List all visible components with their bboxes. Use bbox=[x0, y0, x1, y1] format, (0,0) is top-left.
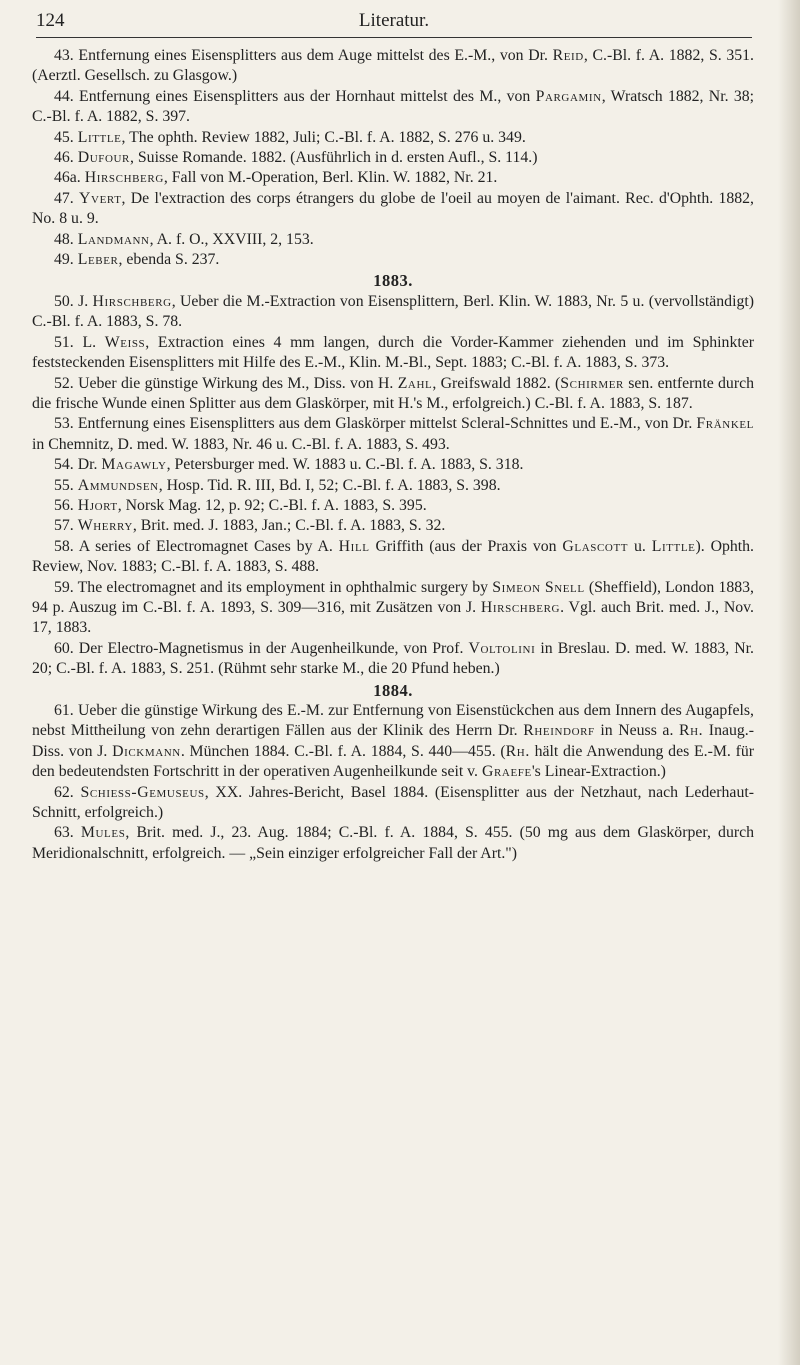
entry-number: 54. bbox=[54, 456, 74, 474]
entry-number: 46. bbox=[54, 149, 74, 167]
bibliography-entry bbox=[32, 783, 754, 824]
entry-number: 48. bbox=[54, 230, 74, 248]
bibliography-entry bbox=[32, 46, 754, 87]
entry-text: Schiess-Gemuseus, XX. Jahres-Bericht, Basel 1884. (Eisensplitter aus der Netzhaut, nach Lederhaut-Schnitt, erfolgreich.) bbox=[32, 783, 754, 822]
entry-text: Yvert, De l'extraction des corps étrangers du globe de l'oeil au moyen de l'aimant. Rec. d'Ophth. 1882, No. 8 u. 9. bbox=[32, 189, 754, 228]
entry-number: 57. bbox=[54, 517, 74, 535]
bibliography-entry bbox=[32, 128, 754, 148]
entry-text: Der Electro-Magnetismus in der Augenheilkunde, von Prof. Voltolini in Breslau. D. med. W. 1883, Nr. 20; C.-Bl. f. A. 1883, S. 251. (Rühmt sehr starke M., die 20 Pfund heben.) bbox=[32, 639, 754, 678]
header-rule bbox=[36, 37, 752, 38]
entry-text: Entfernung eines Eisensplitters aus der Hornhaut mittelst des M., von Pargamin, Wratsch 1882, Nr. 38; C.-Bl. f. A. 1882, S. 397. bbox=[32, 87, 755, 126]
entry-number: 43. bbox=[54, 47, 74, 64]
entry-text: Leber, ebenda S. 237. bbox=[77, 251, 220, 269]
entry-number: 44. bbox=[54, 87, 74, 105]
page-header bbox=[36, 10, 752, 38]
bibliography-entry bbox=[32, 823, 754, 864]
entry-number: 51. bbox=[54, 333, 74, 351]
bibliography-entry bbox=[32, 701, 754, 783]
entry-number: 49. bbox=[54, 251, 74, 269]
entry-text: Hjort, Norsk Mag. 12, p. 92; C.-Bl. f. A. 1883, S. 395. bbox=[77, 496, 427, 514]
entry-number: 45. bbox=[54, 128, 74, 146]
entry-number: 56. bbox=[54, 496, 74, 514]
bibliography-entry bbox=[32, 537, 754, 578]
bibliography-entry bbox=[32, 455, 754, 475]
entry-number: 61. bbox=[54, 702, 74, 719]
bibliography-list bbox=[32, 46, 754, 864]
entry-text: A series of Electromagnet Cases by A. Hill Griffith (aus der Praxis von Glascott u. Little). Ophth. Review, Nov. 1883; C.-Bl. f. A. 1883, S. 488. bbox=[32, 537, 755, 576]
entry-text: Entfernung eines Eisensplitters aus dem Glaskörper mittelst Scleral-Schnittes und E.-M., von Dr. Fränkel in Chemnitz, D. med. W. 1883, Nr. 46 u. C.-Bl. f. A. 1883, S. 493. bbox=[32, 415, 754, 453]
entry-text: L. Weiss, Extraction eines 4 mm langen, durch die Vorder-Kammer ziehenden und im Sphinkter feststeckenden Eisensplitters mit Hilfe des E.-M., Klin. M.-Bl., Sept. 1883; C.-Bl. f. A. 1883, S. 373. bbox=[32, 333, 755, 372]
year-heading: 1884. bbox=[373, 680, 413, 700]
entry-number: 50. bbox=[54, 292, 74, 310]
entry-number: 58. bbox=[54, 537, 74, 555]
entry-number: 60. bbox=[54, 639, 74, 657]
entry-number: 52. bbox=[54, 374, 74, 392]
entry-text: J. Hirschberg, Ueber die M.-Extraction von Eisensplittern, Berl. Klin. W. 1883, Nr. 5 u. (vervollständigt) C.-Bl. f. A. 1883, S. 78. bbox=[32, 292, 755, 331]
bibliography-entry bbox=[32, 230, 754, 250]
page-edge-shadow bbox=[778, 0, 800, 1365]
bibliography-entry bbox=[32, 148, 754, 168]
entry-text: Ueber die günstige Wirkung des E.-M. zur Entfernung von Eisenstückchen aus dem Innern des Augapfels, nebst Mittheilung von zehn derartigen Fällen aus der Klinik des Herrn Dr. Rheindorf in Neuss a. Rh. Inaug.-Diss. von J. Dickmann. München 1884. C.-Bl. f. A. 1884, S. 440—455. (Rh. hält die Anwendung des E.-M. für den bedeutendsten Fortschritt in der operativen Augenheilkunde seit v. Graefe's Linear-Extraction.) bbox=[32, 702, 754, 781]
bibliography-entry bbox=[32, 292, 754, 333]
bibliography-entry bbox=[32, 516, 754, 536]
year-heading: 1883. bbox=[373, 271, 413, 291]
bibliography-entry bbox=[32, 639, 754, 680]
entry-text: Ueber die günstige Wirkung des M., Diss. von H. Zahl, Greifswald 1882. (Schirmer sen. entfernte durch die frische Wunde einen Splitter aus dem Glaskörper, mit H.'s M., erfolgreich.) C.-Bl. f. A. 1883, S. 187. bbox=[32, 374, 755, 412]
entry-number: 62. bbox=[54, 783, 74, 801]
entry-text: Mules, Brit. med. J., 23. Aug. 1884; C.-Bl. f. A. 1884, S. 455. (50 mg aus dem Glaskörper, durch Meridionalschnitt, erfolgreich. — „Sein einziger erfolgreicher Fall der Art.") bbox=[32, 824, 755, 862]
entry-text: The electromagnet and its employment in ophthalmic surgery by Simeon Snell (Sheffield), London 1883, 94 p. Auszug im C.-Bl. f. A. 1893, S. 309—316, mit Zusätzen von J. Hirschberg. Vgl. auch Brit. med. J., Nov. 17, 1883. bbox=[32, 578, 754, 637]
entry-text: Hirschberg, Fall von M.-Operation, Berl. Klin. W. 1882, Nr. 21. bbox=[84, 169, 498, 187]
entry-number: 53. bbox=[54, 415, 74, 433]
entry-text: Little, The ophth. Review 1882, Juli; C.-Bl. f. A. 1882, S. 276 u. 349. bbox=[77, 128, 526, 146]
page-number: 124 bbox=[36, 10, 65, 31]
entry-text: Wherry, Brit. med. J. 1883, Jan.; C.-Bl. f. A. 1883, S. 32. bbox=[77, 517, 446, 535]
bibliography-entry bbox=[32, 414, 754, 455]
entry-number: 63. bbox=[54, 824, 74, 842]
entry-text: Dufour, Suisse Romande. 1882. (Ausführlich in d. ersten Aufl., S. 114.) bbox=[77, 149, 538, 167]
bibliography-entry bbox=[32, 374, 754, 415]
bibliography-entry bbox=[32, 333, 754, 374]
bibliography-entry bbox=[32, 496, 754, 516]
bibliography-entry bbox=[32, 476, 754, 496]
entry-number: 55. bbox=[54, 476, 74, 494]
entry-number: 59. bbox=[54, 578, 74, 596]
bibliography-entry bbox=[32, 87, 754, 128]
bibliography-entry bbox=[32, 250, 754, 270]
entry-text: Entfernung eines Eisensplitters aus dem Auge mittelst des E.-M., von Dr. Reid, C.-Bl. f. A. 1882, S. 351. (Aerztl. Gesellsch. zu Glasgow.) bbox=[32, 47, 754, 85]
entry-text: Dr. Magawly, Petersburger med. W. 1883 u. C.-Bl. f. A. 1883, S. 318. bbox=[77, 456, 524, 474]
entry-number: 47. bbox=[54, 189, 74, 207]
bibliography-entry bbox=[32, 578, 754, 639]
running-title: Literatur. bbox=[358, 10, 430, 31]
bibliography-entry bbox=[32, 189, 754, 230]
entry-text: Ammundsen, Hosp. Tid. R. III, Bd. I, 52; C.-Bl. f. A. 1883, S. 398. bbox=[77, 476, 501, 494]
entry-text: Landmann, A. f. O., XXVIII, 2, 153. bbox=[77, 230, 314, 248]
entry-number: 46a. bbox=[54, 169, 81, 187]
bibliography-entry bbox=[32, 168, 754, 188]
